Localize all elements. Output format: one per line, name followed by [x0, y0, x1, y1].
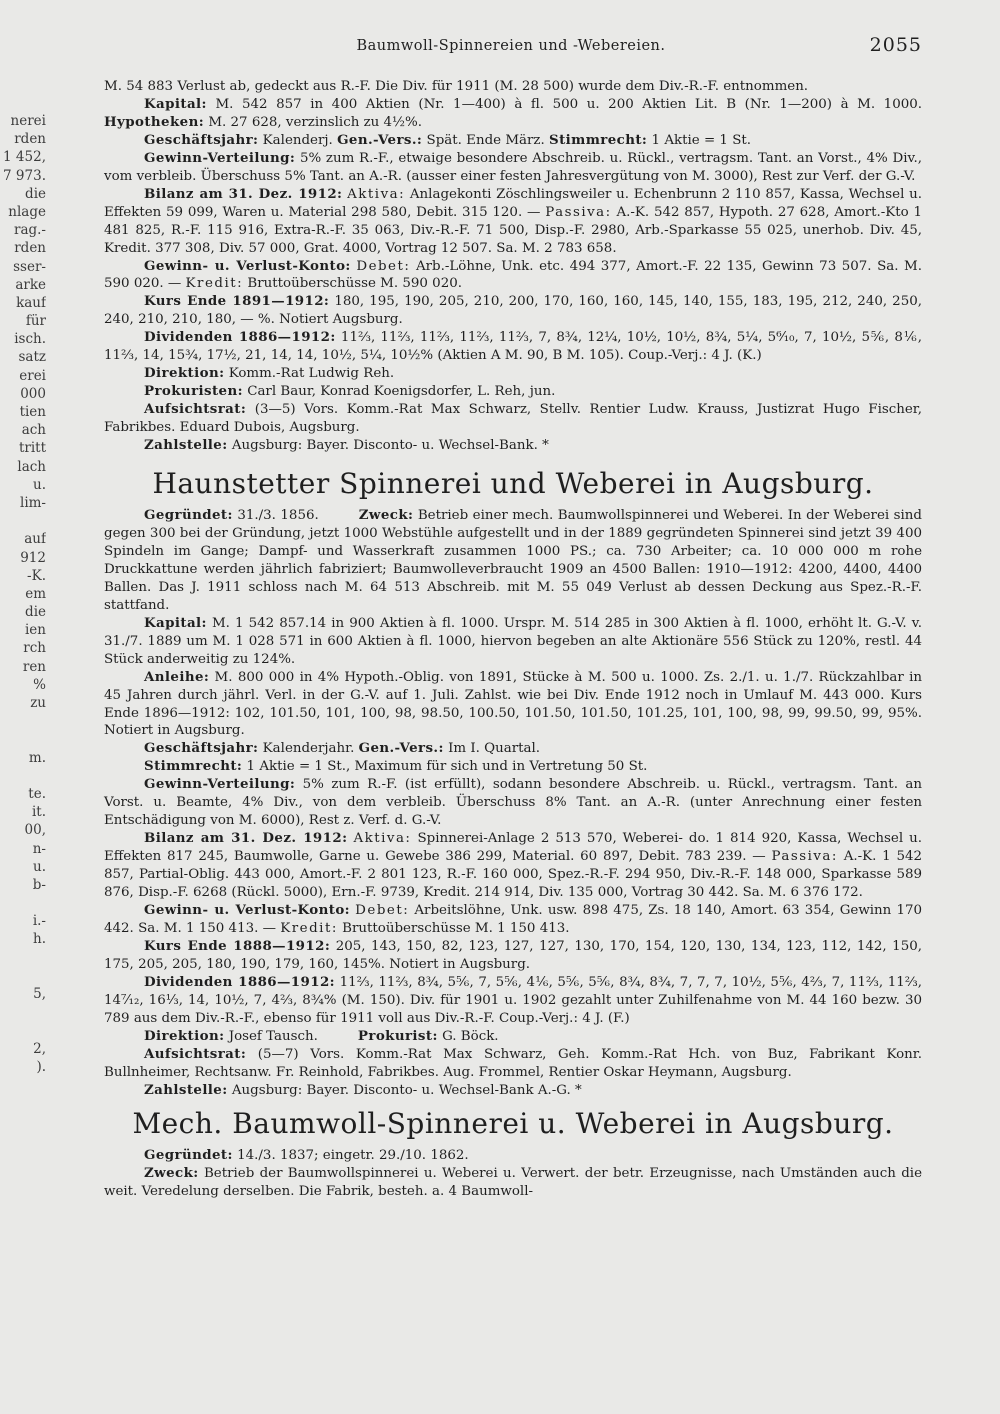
margin-fragment: 000 [20, 385, 46, 402]
haunstetter-direktion: Direktion: Josef Tausch. Prokurist: G. Böck. [144, 1027, 499, 1044]
prev-company-entry [104, 78, 922, 455]
prev-intro: M. 54 883 Verlust ab, gedeckt aus R.-F. Die Div. für 1911 (M. 28 500) wurde dem Div.-R.-F. entnommen. [104, 79, 809, 94]
prev-bilanz: Bilanz am 31. Dez. 1912: Aktiva: Anlagekonti Zöschlingsweiler u. Echenbrunn 2 110 857, Kassa, Wechsel u. Effekten 59 099, Waren u. Material 298 580, Debit. 315 120. — Passiva: A.-K. 542 857, Hypoth. 27 628, Amort.-Kto 1 481 825, R.-F. 115 916, Extra-R.-F. 35 063, Div.-R.-F. 71 500, Disp.-F. 2980, Arb.-Sparkasse 55 025, unerhob. Div. 45, Kredit. 377 308, Div. 57 000, Grat. 4000, Vortrag 12 507. Sa. M. 2 783 658. [104, 185, 922, 256]
margin-fragment: ien [24, 622, 46, 639]
prev-kurs: Kurs Ende 1891—1912: 180, 195, 190, 205, 210, 200, 170, 160, 160, 145, 140, 155, 183, 195, 212, 240, 250, 240, 210, 210, 180, — %. Notiert Augsburg. [104, 293, 922, 328]
margin-fragment: 00, [24, 822, 46, 839]
margin-fragment: auf [24, 531, 46, 548]
haunstetter-entry [104, 507, 922, 1099]
margin-fragment: isch. [14, 331, 46, 348]
margin-fragment: rden [14, 240, 46, 257]
page-header [100, 34, 922, 62]
margin-fragment [0, 967, 46, 985]
page-number: 2055 [869, 34, 922, 56]
haunstetter-dividenden: Dividenden 1886—1912: 11⅔, 11⅔, 8¾, 5⅚, 7, 5⅚, 4⅙, 5⅚, 5⅚, 8¾, 8¾, 7, 7, 7, 10½, 5⅚, 4⅔, 7, 11⅔, 11⅔, 14⁷⁄₁₂, 16⅓, 14, 10½, 7, 4⅔, 8¾% (M. 150). Div. für 1901 u. 1902 gezahlt unter Zuhilfenahme von M. 44 160 bezw. 30 789 aus dem Div.-R.-F., ebenso für 1911 voll aus Div.-R.-F. Coup.-Verj.: 4 J. (F.) [104, 973, 922, 1026]
margin-fragment [0, 767, 46, 785]
haunstetter-kapital: Kapital: M. 1 542 857.14 in 900 Aktien à fl. 1000. Urspr. M. 514 285 in 300 Aktien à fl. 1000, erhöht lt. G.-V. v. 31./7. 1889 um M. 1 028 571 in 600 Aktien à fl. 1000, hiervon begeben an alte Aktionäre 556 Stück zu 120%, restl. 44 Stück anderweitig zu 124%. [104, 614, 922, 667]
mech-zweck: Zweck: Betrieb der Baumwollspinnerei u. Weberei u. Verwert. der betr. Erzeugnisse, nach Umständen auch die weit. Veredelung derselben. Die Fabrik, besteh. a. 4 Baumwoll- [104, 1165, 922, 1200]
prev-guv: Gewinn- u. Verlust-Konto: Debet: Arb.-Löhne, Unk. etc. 494 377, Amort.-F. 22 135, Gewinn 73 507. Sa. M. 590 020. — Kredit: Bruttoüberschüsse M. 590 020. [104, 257, 922, 292]
haunstetter-anleihe: Anleihe: M. 800 000 in 4% Hypoth.-Oblig. von 1891, Stücke à M. 500 u. 1000. Zs. 2./1. u. 1./7. Rückzahlbar in 45 Jahren durch jährl. Verl. in der G.-V. auf 1. Juli. Zahlst. wie bei Div. Ende 1912 noch in Umlauf M. 443 000. Kurs Ende 1896—1912: 102, 101.50, 101, 100, 98, 98.50, 100.50, 101.50, 101.50, 101.25, 101, 100, 98, 99, 99.50, 99, 95%. Notiert in Augsburg. [104, 668, 922, 739]
prev-dividenden: Dividenden 1886—1912: 11⅔, 11⅔, 11⅔, 11⅔, 11⅔, 7, 8¾, 12¼, 10½, 10½, 8¾, 5¼, 5⁶⁄₁₀, 7, 10½, 5⅚, 8⅙, 11⅔, 14, 15¾, 17½, 21, 14, 14, 10½, 5¼, 10½% (Aktien A M. 90, B M. 105). Coup.-Verj.: 4 J. (K.) [104, 329, 922, 364]
margin-fragment: tien [19, 404, 46, 420]
prev-kapital: Kapital: M. 542 857 in 400 Aktien (Nr. 1—400) à fl. 500 u. 200 Aktien Lit. B (Nr. 1—200) à M. 1000. Hypotheken: M. 27 628, verzinslich zu 4½%. [104, 95, 923, 130]
margin-fragment [0, 1003, 46, 1021]
prev-gewinn-verteilung: Gewinn-Verteilung: 5% zum R.-F., etwaige besondere Abschreib. u. Rückl., vertragsm. Tant. an Vorst., 4% Div., vom verbleib. Überschuss 5% Tant. an A.-R. (ausser einer festen Jahresvergütung von M. 3000), Rest zur Verf. der G.-V. [104, 149, 922, 184]
margin-fragment: sser- [13, 258, 46, 275]
mech-entry [104, 1147, 922, 1201]
mech-gegruendet: Gegründet: 14./3. 1837; eingetr. 29./10. 1862. [144, 1147, 469, 1164]
haunstetter-guv: Gewinn- u. Verlust-Konto: Debet: Arbeitslöhne, Unk. usw. 898 475, Zs. 18 140, Amort. 63 354, Gewinn 170 442. Sa. M. 1 150 413. — Kredit: Bruttoüberschüsse M. 1 150 413. [104, 901, 923, 936]
haunstetter-gewinn-verteilung: Gewinn-Verteilung: 5% zum R.-F. (ist erfüllt), sodann besondere Abschreib. u. Rückl., vertragsm. Tant. an Vorst. u. Beamte, 4% Div., von dem verbleib. Überschuss 8% Tant. an A.-R. (unter Anrechnung einer festen Entschädigung von M. 6000), Rest z. Verf. d. G.-V. [104, 776, 922, 829]
haunstetter-zahlstelle: Zahlstelle: Augsburg: Bayer. Disconto- u. Wechsel-Bank A.-G. * [144, 1081, 582, 1098]
haunstetter-bilanz: Bilanz am 31. Dez. 1912: Aktiva: Spinnerei-Anlage 2 513 570, Weberei- do. 1 814 920, Kassa, Wechsel u. Effekten 817 245, Baumwolle, Garne u. Gewebe 386 299, Material. 60 897, Debit. 783 239. — Passiva: A.-K. 1 542 857, Partial-Oblig. 443 000, Amort.-F. 2 801 123, R.-F. 160 000, Spez.-R.-F. 294 950, Div.-R.-F. 148 000, Sparkasse 589 876, Disp.-F. 6268 (Rückl. 5000), Ern.-F. 9739, Kredit. 214 914, Div. 135 000, Vortrag 30 442. Sa. M. 6 376 172. [104, 830, 923, 901]
margin-fragment: % [33, 676, 46, 693]
prev-prokuristen: Prokuristen: Carl Baur, Konrad Koenigsdorfer, L. Reh, jun. [144, 383, 556, 400]
margin-fragment: em [25, 585, 46, 602]
margin-fragment: m. [28, 749, 46, 766]
page-content [104, 78, 922, 1201]
margin-fragment: h. [33, 931, 46, 948]
margin-fragment: ach [21, 422, 46, 439]
haunstetter-heading: Haunstetter Spinnerei und Weberei in Augsburg. [152, 467, 874, 501]
margin-fragment: u. [33, 858, 46, 875]
margin-fragment: rch [23, 640, 46, 657]
margin-fragment: te. [28, 785, 46, 802]
margin-fragment: rden [14, 131, 46, 148]
margin-fragment: die [25, 185, 46, 202]
margin-fragment: 7 973. [3, 167, 46, 184]
haunstetter-stimmrecht: Stimmrecht: 1 Aktie = 1 St., Maximum für sich und in Vertretung 50 St. [144, 758, 648, 775]
margin-fragment: 5, [33, 986, 46, 1002]
prev-direktion: Direktion: Komm.-Rat Ludwig Reh. [144, 365, 395, 382]
margin-fragment: tritt [18, 440, 46, 457]
margin-fragment: die [25, 604, 46, 621]
margin-fragment: 1 452, [3, 149, 46, 166]
haunstetter-geschaeftsjahr: Geschäftsjahr: Kalenderjahr. Gen.-Vers.: Im I. Quartal. [144, 740, 541, 757]
mech-heading: Mech. Baumwoll-Spinnerei u. Weberei in Augsburg. [132, 1107, 894, 1141]
prev-aufsichtsrat: Aufsichtsrat: (3—5) Vors. Komm.-Rat Max Schwarz, Stellv. Rentier Ludw. Krauss, Justizrat Hugo Fischer, Fabrikbes. Eduard Dubois, Augsburg. [104, 401, 922, 436]
margin-fragment: zu [30, 695, 46, 711]
margin-fragment: arke [15, 276, 46, 293]
margin-fragment: rag.- [14, 222, 46, 239]
margin-fragment: ren [22, 658, 46, 675]
margin-fragment: lim- [20, 494, 46, 511]
haunstetter-zweck: Gegründet: 31./3. 1856. Zweck: Betrieb einer mech. Baumwollspinnerei und Weberei. In der Weberei sind gegen 300 bei der Gründung, jetzt 1000 Webstühle aufgestellt und in der 1889 gegründeten Spinnerei sind jetzt 39 400 Spindeln im Gange; Dampf- und Wasserkraft zusammen 1000 PS.; ca. 730 Arbeiter; ca. 10 000 000 m rohe Druckkattune werden jährlich fabriziert; Baumwolleverbraucht 1909 an 4500 Ballen: 1910—1912: 4200, 4400, 4400 Ballen. Das J. 1911 schloss nach M. 64 513 Abschreib. mit M. 55 049 Verlust ab dessen Deckung aus Spez.-R.-F. stattfand. [104, 507, 922, 613]
margin-fragment: nlage [8, 203, 46, 220]
margin-fragment: u. [33, 476, 46, 493]
margin-fragment: i.- [32, 913, 46, 930]
margin-fragment: 912 [20, 549, 46, 566]
left-margin-fragments [0, 112, 46, 1076]
margin-fragment: 2, [33, 1040, 46, 1057]
margin-fragment [0, 512, 46, 530]
margin-fragment: -K. [27, 567, 46, 584]
prev-zahlstelle: Zahlstelle: Augsburg: Bayer. Disconto- u. Wechsel-Bank. * [144, 437, 549, 454]
prev-geschaeftsjahr: Geschäftsjahr: Kalenderj. Gen.-Vers.: Spät. Ende März. Stimmrecht: 1 Aktie = 1 St. [144, 131, 752, 148]
margin-fragment: satz [18, 349, 46, 366]
margin-fragment: kauf [16, 294, 46, 311]
margin-fragment: b- [32, 876, 46, 893]
margin-fragment [0, 730, 46, 748]
margin-fragment: ). [36, 1058, 46, 1075]
margin-fragment [0, 894, 46, 912]
margin-fragment [0, 949, 46, 967]
margin-fragment: nerei [10, 113, 46, 129]
margin-fragment: für [25, 313, 46, 330]
margin-fragment: erei [19, 367, 46, 384]
margin-fragment: n- [32, 840, 46, 857]
haunstetter-aufsichtsrat: Aufsichtsrat: (5—7) Vors. Komm.-Rat Max Schwarz, Geh. Komm.-Rat Hch. von Buz, Fabrikant Konr. Bullnheimer, Rechtsanw. Fr. Reinhold, Fabrikbes. Aug. Frommel, Rentier Oskar Heymann, Augsburg. [104, 1045, 922, 1080]
margin-fragment: it. [31, 804, 46, 821]
margin-fragment: lach [17, 458, 46, 475]
margin-fragment [0, 712, 46, 730]
margin-fragment [0, 1021, 46, 1039]
haunstetter-kurs: Kurs Ende 1888—1912: 205, 143, 150, 82, 123, 127, 127, 130, 170, 154, 120, 130, 134, 123, 112, 142, 150, 175, 205, 205, 180, 190, 179, 160, 145%. Notiert in Augsburg. [104, 937, 922, 972]
running-title: Baumwoll-Spinnereien und -Webereien. [356, 38, 666, 54]
